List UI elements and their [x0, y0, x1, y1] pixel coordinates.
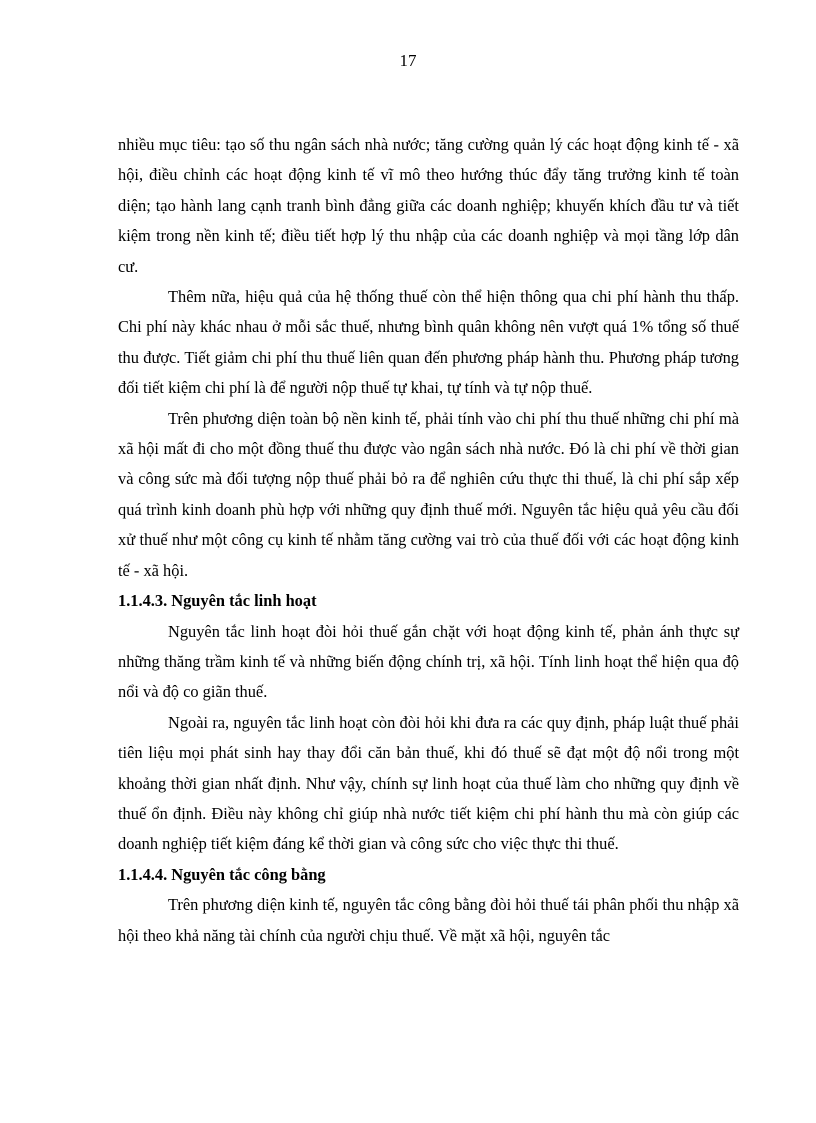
paragraph-continued: nhiều mục tiêu: tạo số thu ngân sách nhà nước; tăng cường quản lý các hoạt động kinh tế - xã hội, điều chỉnh các hoạt động kinh tế vĩ mô theo hướng thúc đẩy tăng trưởng kinh tế toàn diện; tạo hành lang cạnh tranh bình đẳng giữa các doanh nghiệp; khuyến khích đầu tư và tiết kiệm trong nền kinh tế; điều tiết hợp lý thu nhập của các doanh nghiệp và mọi tầng lớp dân cư.	[118, 135, 739, 276]
section-heading: 1.1.4.4. Nguyên tắc công bằng	[118, 864, 326, 884]
paragraph: Thêm nữa, hiệu quả của hệ thống thuế còn thể hiện thông qua chi phí hành thu thấp. Chi phí này khác nhau ở mỗi sắc thuế, nhưng bình quân không nên vượt quá 1% tổng số thuế thu được. Tiết giảm chi phí thu thuế liên quan đến phương pháp hành thu. Phương pháp tương đối tiết kiệm chi phí là để người nộp thuế tự khai, tự tính và tự nộp thuế.	[118, 287, 739, 398]
paragraph: Trên phương diện kinh tế, nguyên tắc công bằng đòi hỏi thuế tái phân phối thu nhập xã hội theo khả năng tài chính của người chịu thuế. Về mặt xã hội, nguyên tắc	[118, 895, 739, 945]
paragraph: Trên phương diện toàn bộ nền kinh tế, phải tính vào chi phí thu thuế những chi phí mà xã hội mất đi cho một đồng thuế thu được vào ngân sách nhà nước. Đó là chi phí về thời gian và công sức mà đối tượng nộp thuế phải bỏ ra để nghiên cứu thực thi thuế, là chi phí sắp xếp quá trình kinh doanh phù hợp với những quy định thuế mới. Nguyên tắc hiệu quả yêu cầu đối xử thuế như một công cụ kinh tế nhằm tăng cường vai trò của thuế đối với các hoạt động kinh tế - xã hội.	[118, 408, 739, 580]
paragraph: Nguyên tắc linh hoạt đòi hỏi thuế gắn chặt với hoạt động kinh tế, phản ánh thực sự những thăng trầm kinh tế và những biến động chính trị, xã hội. Tính linh hoạt thể hiện qua độ nổi và độ co giãn thuế.	[118, 621, 739, 702]
page-number: 17	[399, 51, 417, 70]
paragraph: Ngoài ra, nguyên tắc linh hoạt còn đòi hỏi khi đưa ra các quy định, pháp luật thuế phải tiên liệu mọi phát sinh hay thay đổi căn bản thuế, khi đó thuế sẽ đạt một độ nổi trong một khoảng thời gian nhất định. Như vậy, chính sự linh hoạt của thuế làm cho những quy định về thuế ổn định. Điều này không chỉ giúp nhà nước tiết kiệm chi phí hành thu mà còn giúp các doanh nghiệp tiết kiệm đáng kể thời gian và công sức cho việc thực thi thuế.	[118, 712, 739, 854]
section-heading: 1.1.4.3. Nguyên tắc linh hoạt	[118, 591, 317, 611]
document-body	[118, 130, 739, 951]
